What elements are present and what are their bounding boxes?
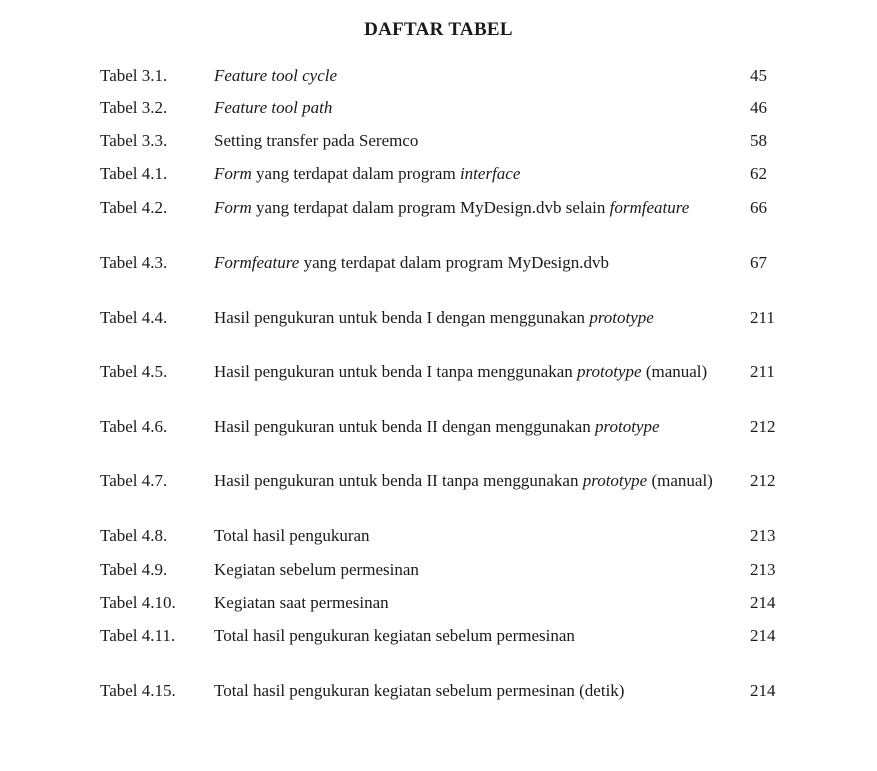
table-number: Tabel 4.10. bbox=[100, 593, 176, 612]
table-number: Tabel 4.6. bbox=[100, 417, 168, 436]
table-number: Tabel 3.2. bbox=[100, 98, 168, 117]
table-number: Tabel 4.2. bbox=[100, 198, 168, 217]
table-caption bbox=[214, 525, 740, 547]
table-caption bbox=[214, 163, 740, 185]
table-number: Tabel 4.9. bbox=[100, 560, 168, 579]
caption-italic-text: Form bbox=[214, 164, 252, 183]
table-caption bbox=[214, 625, 740, 647]
caption-text: Hasil pengukuran untuk benda I dengan menggunakan bbox=[214, 308, 590, 327]
caption-text: Setting transfer pada Seremco bbox=[214, 131, 419, 150]
table-caption bbox=[214, 416, 740, 438]
page-number: 214 bbox=[750, 681, 776, 700]
caption-text: Hasil pengukuran untuk benda II tanpa menggunakan bbox=[214, 471, 583, 490]
caption-text: (manual) bbox=[647, 471, 713, 490]
page-number: 213 bbox=[750, 560, 776, 579]
table-number: Tabel 3.3. bbox=[100, 131, 168, 150]
page-number: 58 bbox=[750, 131, 767, 150]
page-number: 46 bbox=[750, 98, 767, 117]
table-number: Tabel 4.5. bbox=[100, 362, 168, 381]
page-number: 62 bbox=[750, 164, 767, 183]
table-number: Tabel 4.15. bbox=[100, 681, 176, 700]
table-number: Tabel 4.3. bbox=[100, 253, 168, 272]
page-number: 211 bbox=[750, 308, 775, 327]
page-number: 212 bbox=[750, 471, 776, 490]
caption-text: Kegiatan sebelum permesinan bbox=[214, 560, 419, 579]
table-caption bbox=[214, 97, 740, 119]
page-number: 214 bbox=[750, 593, 776, 612]
caption-italic-text: prototype bbox=[594, 417, 660, 436]
page-number: 214 bbox=[750, 626, 776, 645]
page-number: 213 bbox=[750, 526, 776, 545]
table-caption bbox=[214, 130, 740, 152]
table-caption bbox=[214, 470, 740, 492]
caption-italic-text: Formfeature bbox=[214, 253, 300, 272]
page-number: 45 bbox=[750, 66, 767, 85]
page-number: 66 bbox=[750, 198, 767, 217]
table-caption bbox=[214, 252, 740, 274]
caption-italic-text: prototype bbox=[589, 308, 654, 327]
table-number: Tabel 4.1. bbox=[100, 164, 168, 183]
caption-italic-text: Feature tool path bbox=[214, 98, 333, 117]
caption-italic-text: formfeature bbox=[609, 198, 690, 217]
page-number: 211 bbox=[750, 362, 775, 381]
caption-italic-text: Form bbox=[214, 198, 252, 217]
page-number: 212 bbox=[750, 417, 776, 436]
caption-text: yang terdapat dalam program MyDesign.dvb selain bbox=[251, 198, 610, 217]
table-caption bbox=[214, 361, 740, 383]
caption-italic-text: interface bbox=[459, 164, 521, 183]
caption-italic-text: prototype bbox=[582, 471, 648, 490]
table-number: Tabel 4.7. bbox=[100, 471, 168, 490]
page-number: 67 bbox=[750, 253, 767, 272]
caption-text: Hasil pengukuran untuk benda I tanpa menggunakan bbox=[214, 362, 578, 381]
caption-text: (manual) bbox=[641, 362, 708, 381]
page-title: DAFTAR TABEL bbox=[364, 19, 513, 40]
caption-text: yang terdapat dalam program bbox=[251, 164, 460, 183]
caption-italic-text: Feature tool cycle bbox=[214, 66, 338, 85]
table-number: Tabel 4.11. bbox=[100, 626, 176, 645]
table-caption bbox=[214, 592, 740, 614]
caption-italic-text: prototype bbox=[577, 362, 642, 381]
table-number: Tabel 4.8. bbox=[100, 526, 168, 545]
table-caption bbox=[214, 559, 740, 581]
table-caption bbox=[214, 680, 740, 702]
table-number: Tabel 4.4. bbox=[100, 308, 168, 327]
caption-text: yang terdapat dalam program MyDesign.dvb bbox=[299, 253, 610, 272]
caption-text: Total hasil pengukuran kegiatan sebelum permesinan bbox=[214, 626, 575, 645]
caption-text: Total hasil pengukuran kegiatan sebelum permesinan (detik) bbox=[214, 681, 625, 700]
caption-text: Hasil pengukuran untuk benda II dengan menggunakan bbox=[214, 417, 595, 436]
table-caption bbox=[214, 65, 740, 87]
table-number: Tabel 3.1. bbox=[100, 66, 168, 85]
caption-text: Kegiatan saat permesinan bbox=[214, 593, 389, 612]
caption-text: Total hasil pengukuran bbox=[214, 526, 370, 545]
table-caption bbox=[214, 197, 740, 219]
table-caption bbox=[214, 307, 740, 329]
